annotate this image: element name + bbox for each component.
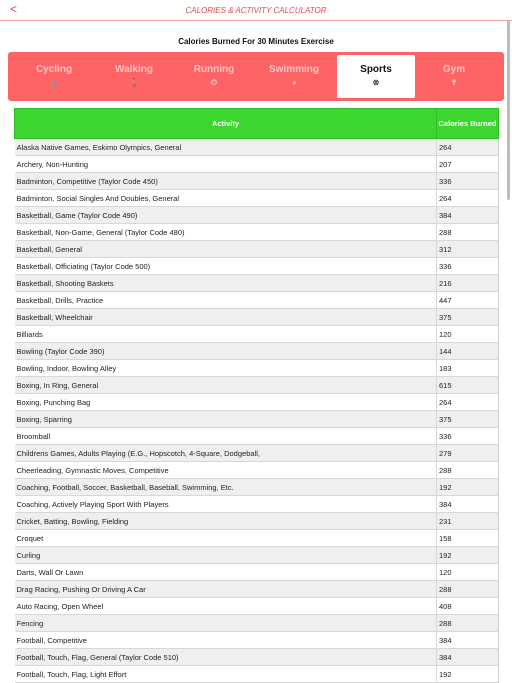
calories-cell: 120 [437, 326, 499, 343]
calories-cell: 183 [437, 360, 499, 377]
calories-cell: 192 [437, 479, 499, 496]
table-body [15, 139, 499, 683]
calories-cell: 408 [437, 598, 499, 615]
activity-cell: Boxing, Punching Bag [15, 394, 437, 411]
stopwatch-icon: ⏱ [210, 78, 218, 87]
calories-cell: 288 [437, 581, 499, 598]
tab-label: Cycling [35, 64, 73, 75]
calories-cell: 264 [437, 190, 499, 207]
activity-cell: Basketball, General [15, 241, 437, 258]
calories-cell: 288 [437, 462, 499, 479]
tab-label: Running [193, 64, 235, 75]
calories-cell: 384 [437, 632, 499, 649]
activity-cell: Basketball, Wheelchair [15, 309, 437, 326]
activity-cell: Broomball [15, 428, 437, 445]
tab-cycling[interactable] [15, 55, 93, 98]
table-row[interactable] [15, 190, 499, 207]
calories-cell: 231 [437, 513, 499, 530]
calories-cell: 264 [437, 394, 499, 411]
activity-cell: Drag Racing, Pushing Or Driving A Car [15, 581, 437, 598]
table-row[interactable] [15, 598, 499, 615]
table-row[interactable] [15, 649, 499, 666]
calories-table-container [14, 108, 498, 683]
calories-cell: 264 [437, 139, 499, 156]
tab-label: Gym [442, 64, 466, 75]
table-row[interactable] [15, 632, 499, 649]
ball-icon: ⊗ [372, 78, 380, 87]
table-row[interactable] [15, 326, 499, 343]
table-row[interactable] [15, 258, 499, 275]
table-row[interactable] [15, 496, 499, 513]
activity-cell: Archery, Non-Hunting [15, 156, 437, 173]
table-header-row [15, 109, 499, 139]
table-row[interactable] [15, 275, 499, 292]
tab-sports[interactable] [337, 55, 415, 98]
activity-cell: Curling [15, 547, 437, 564]
calories-cell: 192 [437, 666, 499, 683]
calories-cell: 288 [437, 615, 499, 632]
table-row[interactable] [15, 445, 499, 462]
tab-gym[interactable] [415, 55, 493, 98]
activity-cell: Bowling, Indoor, Bowling Alley [15, 360, 437, 377]
activity-cell: Boxing, Sparring [15, 411, 437, 428]
activity-cell: Football, Touch, Flag, Light Effort [15, 666, 437, 683]
calories-cell: 384 [437, 649, 499, 666]
table-row[interactable] [15, 615, 499, 632]
scrollbar[interactable] [507, 20, 510, 200]
calories-cell: 375 [437, 309, 499, 326]
activity-cell: Basketball, Officiating (Taylor Code 500) [15, 258, 437, 275]
calories-cell: 384 [437, 496, 499, 513]
table-row[interactable] [15, 224, 499, 241]
table-row[interactable] [15, 581, 499, 598]
table-row[interactable] [15, 462, 499, 479]
table-row[interactable] [15, 411, 499, 428]
activity-cell: Croquet [15, 530, 437, 547]
table-row[interactable] [15, 479, 499, 496]
calories-cell: 279 [437, 445, 499, 462]
tab-label: Walking [115, 64, 153, 75]
table-row[interactable] [15, 513, 499, 530]
activity-cell: Bowling (Taylor Code 390) [15, 343, 437, 360]
gym-icon: ✝ [450, 78, 458, 87]
calories-cell: 447 [437, 292, 499, 309]
table-row[interactable] [15, 343, 499, 360]
activity-cell: Cricket, Batting, Bowling, Fielding [15, 513, 437, 530]
bicycle-icon: 🚲 [49, 78, 59, 87]
activity-cell: Basketball, Non-Game, General (Taylor Code 480) [15, 224, 437, 241]
column-header-activity: Activity [15, 109, 437, 139]
table-row[interactable] [15, 377, 499, 394]
activity-cell: Coaching, Actively Playing Sport With Players [15, 496, 437, 513]
calories-cell: 207 [437, 156, 499, 173]
calories-cell: 120 [437, 564, 499, 581]
activity-cell: Badminton, Competitive (Taylor Code 450) [15, 173, 437, 190]
swimming-icon: ◕ [291, 78, 297, 87]
table-row[interactable] [15, 428, 499, 445]
calories-table [14, 108, 499, 683]
column-header-calories: Calories Burned [437, 109, 499, 139]
activity-cell: Auto Racing, Open Wheel [15, 598, 437, 615]
activity-cell: Cheerleading, Gymnastic Moves, Competitive [15, 462, 437, 479]
walking-icon: 🚶 [129, 78, 139, 87]
table-row[interactable] [15, 156, 499, 173]
calories-cell: 336 [437, 428, 499, 445]
table-row[interactable] [15, 173, 499, 190]
calories-cell: 144 [437, 343, 499, 360]
calories-cell: 312 [437, 241, 499, 258]
table-row[interactable] [15, 241, 499, 258]
top-bar [0, 0, 512, 21]
category-tabs [8, 52, 504, 101]
activity-cell: Basketball, Game (Taylor Code 490) [15, 207, 437, 224]
activity-cell: Alaska Native Games, Eskimo Olympics, General [15, 139, 437, 156]
tab-label: Sports [360, 64, 392, 75]
table-row[interactable] [15, 666, 499, 683]
calories-cell: 375 [437, 411, 499, 428]
tab-running[interactable] [175, 55, 253, 98]
calories-cell: 288 [437, 224, 499, 241]
activity-cell: Childrens Games, Adults Playing (E.G., Hopscotch, 4-Square, Dodgeball, [15, 445, 437, 462]
activity-cell: Football, Touch, Flag, General (Taylor Code 510) [15, 649, 437, 666]
activity-cell: Basketball, Shooting Baskets [15, 275, 437, 292]
activity-cell: Darts, Wall Or Lawn [15, 564, 437, 581]
table-row[interactable] [15, 139, 499, 156]
table-row[interactable] [15, 360, 499, 377]
calories-cell: 336 [437, 258, 499, 275]
table-row[interactable] [15, 530, 499, 547]
calories-cell: 384 [437, 207, 499, 224]
activity-cell: Badminton, Social Singles And Doubles, General [15, 190, 437, 207]
calories-cell: 336 [437, 173, 499, 190]
app-title: CALORIES & ACTIVITY CALCULATOR [185, 6, 327, 15]
table-row[interactable] [15, 207, 499, 224]
table-row[interactable] [15, 394, 499, 411]
table-row[interactable] [15, 292, 499, 309]
calories-cell: 216 [437, 275, 499, 292]
calories-cell: 615 [437, 377, 499, 394]
activity-cell: Billiards [15, 326, 437, 343]
page-subtitle: Calories Burned For 30 Minutes Exercise [178, 37, 334, 46]
activity-cell: Fencing [15, 615, 437, 632]
table-row[interactable] [15, 547, 499, 564]
activity-cell: Boxing, In Ring, General [15, 377, 437, 394]
back-icon[interactable]: < [10, 2, 18, 16]
tab-label: Swimming [268, 64, 319, 75]
table-row[interactable] [15, 309, 499, 326]
tab-walking[interactable] [95, 55, 173, 98]
tab-swimming[interactable] [255, 55, 333, 98]
table-row[interactable] [15, 564, 499, 581]
activity-cell: Basketball, Drills, Practice [15, 292, 437, 309]
activity-cell: Coaching, Football, Soccer, Basketball, Baseball, Swimming, Etc. [15, 479, 437, 496]
activity-cell: Football, Competitive [15, 632, 437, 649]
calories-cell: 158 [437, 530, 499, 547]
calories-cell: 192 [437, 547, 499, 564]
